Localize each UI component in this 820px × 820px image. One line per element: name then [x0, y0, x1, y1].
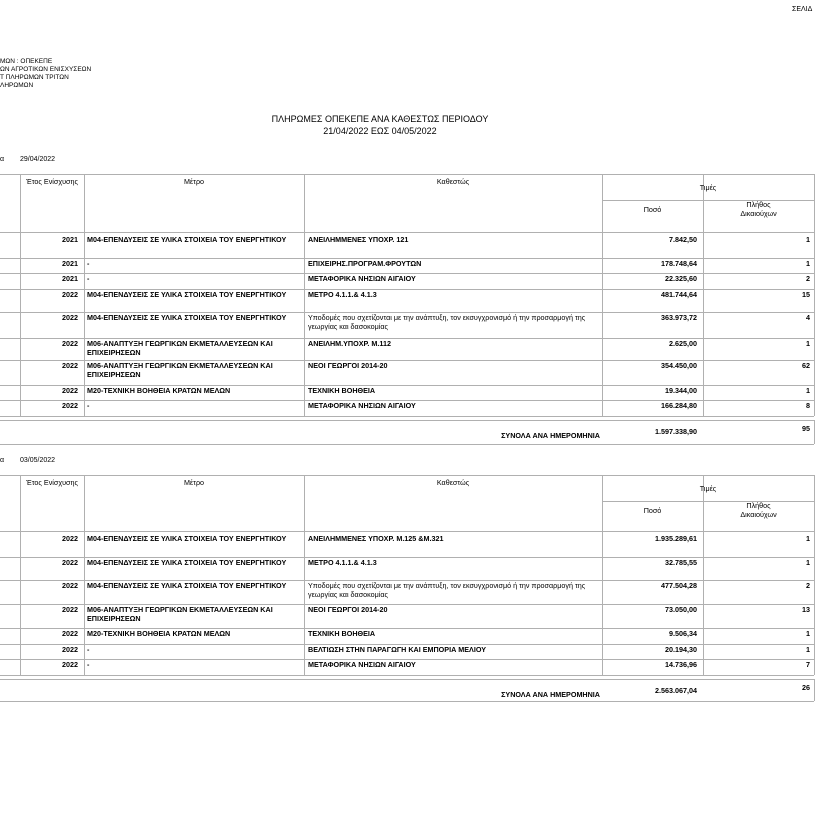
total-poso: 1.597.338,90	[655, 427, 697, 436]
cell-year: 2022	[62, 660, 78, 669]
cell-poso: 22.325,60	[665, 274, 697, 283]
column-line	[602, 475, 603, 675]
cell-kathestos: ΝΕΟΙ ΓΕΩΡΓΟΙ 2014-20	[308, 361, 388, 370]
col-header-times: Τιμές	[699, 484, 717, 493]
totals-border-top	[0, 420, 814, 421]
cell-plithos: 8	[806, 401, 810, 410]
cell-kathestos: ΜΕΤΡΟ 4.1.1.& 4.1.3	[308, 558, 377, 567]
col-header-plithos: Πλήθος Δικαιούχων	[740, 200, 777, 218]
cell-poso: 477.504,28	[661, 581, 697, 590]
cell-plithos: 1	[806, 629, 810, 638]
cell-poso: 178.748,64	[661, 259, 697, 268]
cell-poso: 363.973,72	[661, 313, 697, 322]
cell-poso: 166.284,80	[661, 401, 697, 410]
column-line	[814, 174, 815, 416]
cell-plithos: 1	[806, 534, 810, 543]
cell-kathestos: ΑΝΕΙΛΗΜΜΕΝΕΣ ΥΠΟΧΡ. Μ.125 &Μ.321	[308, 534, 444, 543]
cell-plithos: 1	[806, 259, 810, 268]
table-border-top	[0, 174, 814, 175]
totals-border-top	[0, 679, 814, 680]
col-header-metro: Μέτρο	[183, 177, 205, 186]
totals-label: ΣΥΝΟΛΑ ΑΝΑ ΗΜΕΡΟΜΗΝΙΑ	[501, 431, 600, 440]
date-prefix: α	[0, 457, 5, 464]
column-line	[84, 174, 85, 416]
cell-kathestos: ΜΕΤΑΦΟΡΙΚΑ ΝΗΣΙΩΝ ΑΙΓΑΙΟΥ	[308, 401, 416, 410]
table-border-top	[0, 475, 814, 476]
cell-plithos: 1	[806, 645, 810, 654]
table-header-divider	[0, 531, 814, 532]
cell-kathestos: ΑΝΕΙΛΗΜ.ΥΠΟΧΡ. Μ.112	[308, 339, 391, 348]
page-label: ΣΕΛΙΔ	[792, 6, 813, 13]
col-header-times: Τιμές	[699, 183, 717, 192]
cell-poso: 73.050,00	[665, 605, 697, 614]
header-line: ΩΝ ΑΓΡΟΤΙΚΩΝ ΕΝΙΣΧΥΣΕΩΝ	[0, 66, 92, 73]
cell-metro: -	[87, 660, 90, 669]
cell-year: 2022	[62, 361, 78, 370]
cell-kathestos: Υποδομές που σχετίζονται με την ανάπτυξη, τον εκσυγχρονισμό ή την προσαρμογή της γεωργίας και δασοκομίας	[308, 581, 586, 599]
cell-plithos: 15	[802, 290, 810, 299]
cell-metro: M04-ΕΠΕΝΔΥΣΕΙΣ ΣΕ ΥΛΙΚΑ ΣΤΟΙΧΕΙΑ ΤΟΥ ΕΝΕΡΓΗΤΙΚΟΥ	[87, 235, 287, 244]
totals-border-right	[814, 420, 815, 444]
cell-kathestos: ΤΕΧΝΙΚΗ ΒΟΗΘΕΙΑ	[308, 629, 376, 638]
section-date: 29/04/2022	[20, 156, 56, 163]
cell-metro: M04-ΕΠΕΝΔΥΣΕΙΣ ΣΕ ΥΛΙΚΑ ΣΤΟΙΧΕΙΑ ΤΟΥ ΕΝΕΡΓΗΤΙΚΟΥ	[87, 558, 287, 567]
cell-year: 2022	[62, 629, 78, 638]
column-line	[304, 174, 305, 416]
table-header-divider	[0, 232, 814, 233]
cell-poso: 481.744,64	[661, 290, 697, 299]
cell-poso: 32.785,55	[665, 558, 697, 567]
section-date: 03/05/2022	[20, 457, 56, 464]
cell-year: 2022	[62, 339, 78, 348]
cell-year: 2021	[62, 259, 78, 268]
cell-plithos: 4	[806, 313, 810, 322]
cell-poso: 20.194,30	[665, 645, 697, 654]
cell-plithos: 1	[806, 235, 810, 244]
cell-metro: M06-ΑΝΑΠΤΥΞΗ ΓΕΩΡΓΙΚΩΝ ΕΚΜΕΤΑΛΛΕΥΣΕΩΝ ΚΑΙ ΕΠΙΧΕΙΡΗΣΕΩΝ	[87, 361, 273, 379]
cell-metro: M20-ΤΕΧΝΙΚΗ ΒΟΗΘΕΙΑ ΚΡΑΤΩΝ ΜΕΛΩΝ	[87, 386, 231, 395]
cell-metro: M04-ΕΠΕΝΔΥΣΕΙΣ ΣΕ ΥΛΙΚΑ ΣΤΟΙΧΕΙΑ ΤΟΥ ΕΝΕΡΓΗΤΙΚΟΥ	[87, 313, 287, 322]
cell-year: 2022	[62, 534, 78, 543]
cell-year: 2022	[62, 386, 78, 395]
col-header-plithos: Πλήθος Δικαιούχων	[740, 501, 777, 519]
column-line	[20, 174, 21, 416]
cell-kathestos: ΝΕΟΙ ΓΕΩΡΓΟΙ 2014-20	[308, 605, 388, 614]
col-header-year: Έτος Ενίσχυσης	[26, 177, 78, 186]
cell-metro: -	[87, 401, 90, 410]
cell-kathestos: ΜΕΤΑΦΟΡΙΚΑ ΝΗΣΙΩΝ ΑΙΓΑΙΟΥ	[308, 660, 416, 669]
col-header-poso: Ποσό	[643, 506, 662, 515]
cell-plithos: 7	[806, 660, 810, 669]
row-divider	[0, 675, 814, 676]
cell-plithos: 1	[806, 339, 810, 348]
cell-year: 2022	[62, 401, 78, 410]
cell-plithos: 13	[802, 605, 810, 614]
cell-kathestos: ΜΕΤΡΟ 4.1.1.& 4.1.3	[308, 290, 377, 299]
total-plithos: 95	[802, 424, 810, 433]
header-line: Τ ΠΛΗΡΩΜΩΝ ΤΡΙΤΩΝ	[0, 74, 69, 81]
col-header-kathestos: Καθεστώς	[436, 478, 470, 487]
cell-year: 2022	[62, 313, 78, 322]
total-poso: 2.563.067,04	[655, 686, 697, 695]
column-line	[304, 475, 305, 675]
cell-plithos: 62	[802, 361, 810, 370]
cell-plithos: 1	[806, 386, 810, 395]
total-plithos: 26	[802, 683, 810, 692]
header-line: ΜΩΝ : ΟΠΕΚΕΠΕ	[0, 58, 53, 65]
report-title: ΠΛΗΡΩΜΕΣ ΟΠΕΚΕΠΕ ΑΝΑ ΚΑΘΕΣΤΩΣ ΠΕΡΙΟΔΟΥ	[271, 114, 489, 124]
cell-kathestos: ΜΕΤΑΦΟΡΙΚΑ ΝΗΣΙΩΝ ΑΙΓΑΙΟΥ	[308, 274, 416, 283]
cell-metro: -	[87, 645, 90, 654]
totals-border-right	[814, 679, 815, 701]
column-line	[20, 475, 21, 675]
cell-poso: 9.506,34	[669, 629, 697, 638]
cell-poso: 19.344,00	[665, 386, 697, 395]
cell-metro: M04-ΕΠΕΝΔΥΣΕΙΣ ΣΕ ΥΛΙΚΑ ΣΤΟΙΧΕΙΑ ΤΟΥ ΕΝΕΡΓΗΤΙΚΟΥ	[87, 534, 287, 543]
cell-year: 2022	[62, 558, 78, 567]
col-header-metro: Μέτρο	[183, 478, 205, 487]
cell-year: 2022	[62, 290, 78, 299]
cell-metro: M20-ΤΕΧΝΙΚΗ ΒΟΗΘΕΙΑ ΚΡΑΤΩΝ ΜΕΛΩΝ	[87, 629, 231, 638]
cell-plithos: 1	[806, 558, 810, 567]
cell-year: 2021	[62, 235, 78, 244]
cell-metro: M06-ΑΝΑΠΤΥΞΗ ΓΕΩΡΓΙΚΩΝ ΕΚΜΕΤΑΛΛΕΥΣΕΩΝ ΚΑΙ ΕΠΙΧΕΙΡΗΣΕΩΝ	[87, 605, 273, 623]
column-line	[84, 475, 85, 675]
cell-poso: 14.736,96	[665, 660, 697, 669]
cell-plithos: 2	[806, 274, 810, 283]
cell-poso: 354.450,00	[661, 361, 697, 370]
totals-border-bottom	[0, 701, 814, 702]
cell-year: 2022	[62, 645, 78, 654]
cell-kathestos: Υποδομές που σχετίζονται με την ανάπτυξη, τον εκσυγχρονισμό ή την προσαρμογή της γεωργίας και δασοκομίας	[308, 313, 586, 331]
cell-kathestos: ΕΠΙΧΕΙΡΗΣ.ΠΡΟΓΡΑΜ.ΦΡΟΥΤΩΝ	[308, 259, 422, 268]
col-header-kathestos: Καθεστώς	[436, 177, 470, 186]
col-header-poso: Ποσό	[643, 205, 662, 214]
cell-metro: -	[87, 259, 90, 268]
totals-border-bottom	[0, 444, 814, 445]
totals-label: ΣΥΝΟΛΑ ΑΝΑ ΗΜΕΡΟΜΗΝΙΑ	[501, 690, 600, 699]
header-line: ΛΗΡΩΜΩΝ	[0, 82, 34, 89]
cell-poso: 2.625,00	[669, 339, 697, 348]
cell-year: 2021	[62, 274, 78, 283]
cell-kathestos: ΤΕΧΝΙΚΗ ΒΟΗΘΕΙΑ	[308, 386, 376, 395]
cell-poso: 7.842,50	[669, 235, 697, 244]
cell-metro: M06-ΑΝΑΠΤΥΞΗ ΓΕΩΡΓΙΚΩΝ ΕΚΜΕΤΑΛΛΕΥΣΕΩΝ ΚΑΙ ΕΠΙΧΕΙΡΗΣΕΩΝ	[87, 339, 273, 357]
cell-kathestos: ΒΕΛΤΙΩΣΗ ΣΤΗΝ ΠΑΡΑΓΩΓΗ ΚΑΙ ΕΜΠΟΡΙΑ ΜΕΛΙΟΥ	[308, 645, 487, 654]
cell-metro: -	[87, 274, 90, 283]
cell-poso: 1.935.289,61	[655, 534, 697, 543]
cell-metro: M04-ΕΠΕΝΔΥΣΕΙΣ ΣΕ ΥΛΙΚΑ ΣΤΟΙΧΕΙΑ ΤΟΥ ΕΝΕΡΓΗΤΙΚΟΥ	[87, 290, 287, 299]
cell-kathestos: ΑΝΕΙΛΗΜΜΕΝΕΣ ΥΠΟΧΡ. 121	[308, 235, 409, 244]
report-subtitle: 21/04/2022 ΕΩΣ 04/05/2022	[323, 126, 437, 136]
col-header-year: Έτος Ενίσχυσης	[26, 478, 78, 487]
row-divider	[0, 416, 814, 417]
cell-plithos: 2	[806, 581, 810, 590]
cell-metro: M04-ΕΠΕΝΔΥΣΕΙΣ ΣΕ ΥΛΙΚΑ ΣΤΟΙΧΕΙΑ ΤΟΥ ΕΝΕΡΓΗΤΙΚΟΥ	[87, 581, 287, 590]
date-prefix: α	[0, 156, 5, 163]
cell-year: 2022	[62, 605, 78, 614]
cell-year: 2022	[62, 581, 78, 590]
column-line	[814, 475, 815, 675]
